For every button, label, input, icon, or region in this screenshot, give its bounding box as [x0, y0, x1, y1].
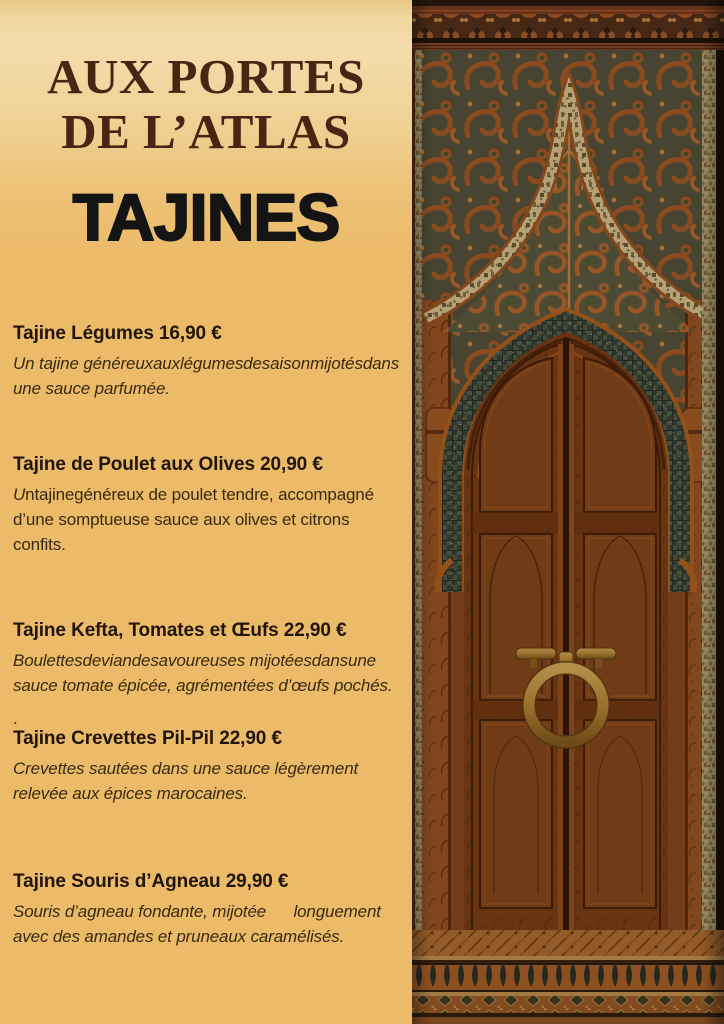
- dish-title: Tajine de Poulet aux Olives 20,90 €: [13, 453, 323, 475]
- menu-item-tajine-kefta: [13, 619, 404, 698]
- dish-description: Souris d’agneau fondante, mijotée longuement avec des amandes et pruneaux caramélisés.: [13, 901, 386, 947]
- menu-item-tajine-poulet-olives: [13, 453, 404, 557]
- menu-item-tajine-legumes: [13, 322, 404, 401]
- dish-description: Boulettesdeviandesavoureuses mijotéesdansune sauce tomate épicée, agrémentées d’œufs pochés.: [13, 650, 393, 695]
- dish-description: Un tajine généreuxauxlégumesdesaisonmijotésdans une sauce parfumée.: [13, 353, 404, 398]
- restaurant-name-line2: DE L’ATLAS: [61, 103, 351, 159]
- dish-title: Tajine Souris d’Agneau 29,90 €: [13, 871, 289, 893]
- dish-title: Tajine Crevettes Pil-Pil 22,90 €: [13, 728, 282, 750]
- menu-section-title: TAJINES: [72, 179, 340, 254]
- menu-item-tajine-crevettes: [13, 727, 404, 806]
- restaurant-name-line1: AUX PORTES: [47, 49, 365, 104]
- dish-description: Untajinegénéreux de poulet tendre, accompagné d’une somptueuse sauce aux olives et citrons confits.: [13, 484, 379, 554]
- moroccan-door-image: [412, 0, 724, 1024]
- stray-dot: .: [13, 709, 18, 729]
- menu-item-tajine-souris-agneau: [13, 870, 404, 949]
- menu-items-list: [0, 322, 412, 949]
- restaurant-name: [0, 50, 412, 160]
- dish-title: Tajine Kefta, Tomates et Œufs 22,90 €: [13, 620, 347, 642]
- dish-description: Crevettes sautées dans une sauce légèrement relevée aux épices marocaines.: [13, 758, 363, 803]
- dish-title: Tajine Légumes 16,90 €: [13, 322, 222, 344]
